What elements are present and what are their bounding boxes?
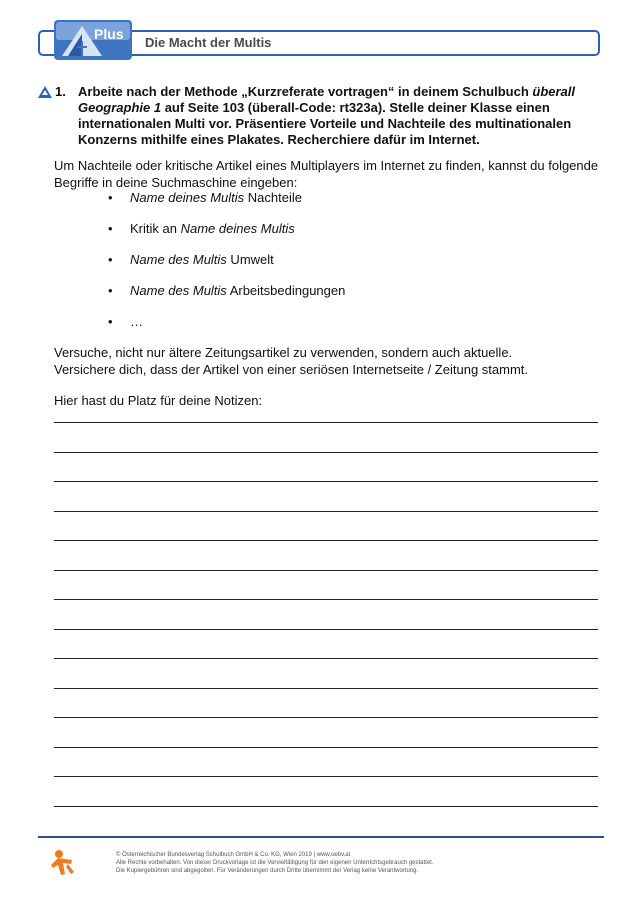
notes-label: Hier hast du Platz für deine Notizen:: [54, 393, 263, 408]
bullet-icon: •: [108, 283, 113, 298]
bullet-icon: •: [108, 221, 113, 236]
notes-line: [54, 688, 598, 689]
footer-line-1: © Österreichischer Bundesverlag Schulbuch GmbH & Co. KG, Wien 2019 | www.oebv.at: [116, 852, 351, 858]
advice-text-2: Versichere dich, dass der Artikel von einer seriösen Internetseite / Zeitung stammt.: [54, 362, 529, 377]
task-text-part-3: auf Seite 103 (überall-Code: rt323a). Stelle deiner Klasse einen internationalen Multi vor. Präsentiere Vorteile und Nachteile des multinationalen Konzerns mithilfe eines Plakates. Recherchiere dafür im Internet.: [78, 100, 572, 147]
notes-line: [54, 422, 598, 423]
notes-line: [54, 540, 598, 541]
plus-badge-label: Plus: [94, 26, 124, 42]
oebv-logo-icon: [50, 848, 80, 878]
footer-rule: [38, 836, 604, 838]
notes-line: [54, 776, 598, 777]
task-number: 1.: [55, 84, 66, 99]
bullet-icon: •: [108, 314, 113, 329]
footer-line-2: Alle Rechte vorbehalten. Von dieser Druckvorlage ist die Vervielfältigung für den eigenen Unterrichtsgebrauch gestattet.: [116, 860, 434, 866]
notes-line: [54, 717, 598, 718]
notes-line: [54, 629, 598, 630]
footer-line-3: Die Kopiergebühren sind abgegolten. Für Veränderungen durch Dritte übernimmt der Verlag keine Verantwortung.: [116, 868, 419, 874]
bullet-icon: •: [108, 190, 113, 205]
notes-line: [54, 452, 598, 453]
notes-line: [54, 658, 598, 659]
notes-line: [54, 570, 598, 571]
plus-logo: [54, 20, 132, 60]
bullet-icon: •: [108, 252, 113, 267]
book-title: überall Geographie 1: [78, 84, 575, 115]
notes-line: [54, 747, 598, 748]
notes-line: [54, 481, 598, 482]
level-triangle-icon: [38, 86, 52, 98]
task-text-part-1: Arbeite nach der Methode „Kurzreferate vortragen“ in deinem Schulbuch: [78, 84, 533, 99]
task-text: [78, 84, 608, 148]
intro-text: Um Nachteile oder kritische Artikel eines Multiplayers im Internet zu finden, kannst du folgende Begriffe in deine Suchmaschine eingeben:: [54, 158, 599, 190]
advice-text-1: Versuche, nicht nur ältere Zeitungsartikel zu verwenden, sondern auch aktuelle.: [54, 345, 513, 360]
page-title: Die Macht der Multis: [145, 35, 272, 50]
footer-copyright: [116, 851, 434, 875]
notes-line: [54, 511, 598, 512]
notes-line: [54, 806, 598, 807]
notes-line: [54, 599, 598, 600]
